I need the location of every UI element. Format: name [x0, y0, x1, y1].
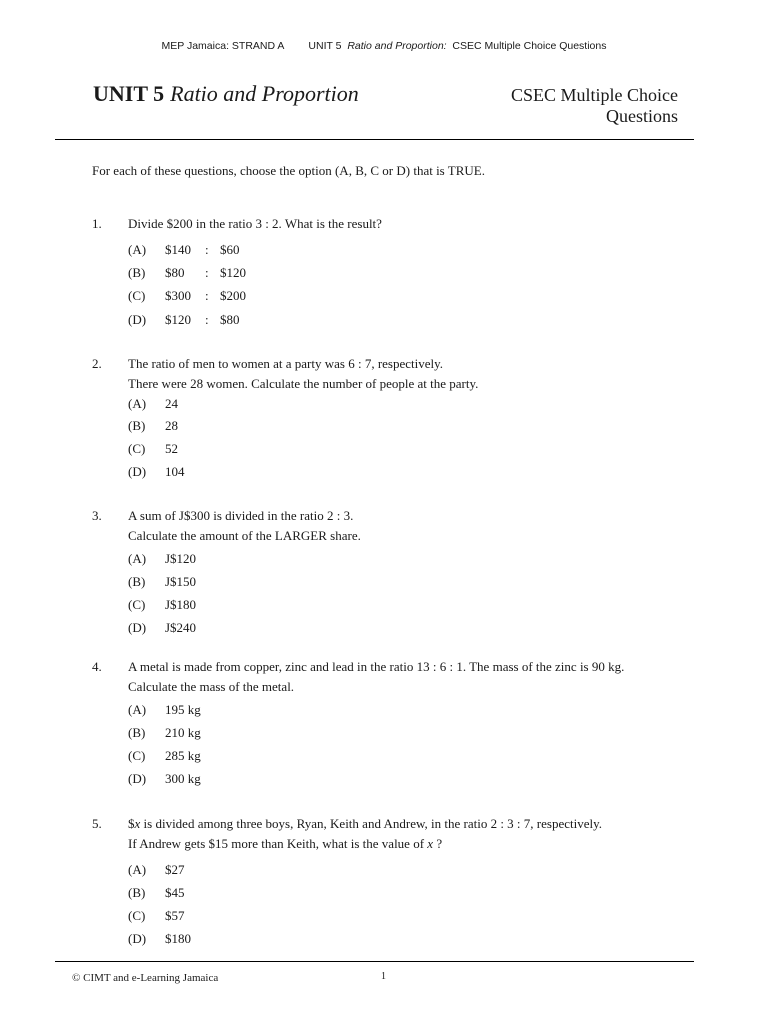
option-label: (B) [128, 418, 146, 433]
running-header-right: CSEC Multiple Choice Questions [452, 40, 607, 52]
question-text: Divide $200 in the ratio 3 : 2. What is the result? [128, 216, 382, 231]
running-header-left: MEP Jamaica: STRAND A [161, 40, 285, 52]
option-b[interactable] [128, 265, 246, 281]
option-text: 104 [165, 464, 185, 479]
option-c[interactable] [128, 908, 185, 924]
option-part-b: $200 [220, 288, 246, 303]
option-part-a: $80 [165, 265, 185, 280]
option-label: (B) [128, 265, 146, 280]
instructions: For each of these questions, choose the option (A, B, C or D) that is TRUE. [92, 163, 485, 178]
option-b[interactable] [128, 574, 196, 590]
running-header [0, 40, 768, 52]
option-label: (D) [128, 620, 147, 635]
option-text: $180 [165, 931, 191, 946]
option-a[interactable] [128, 862, 185, 878]
option-part-b: $80 [220, 312, 240, 327]
question-text-line2: Calculate the mass of the metal. [128, 679, 295, 694]
option-label: (B) [128, 725, 146, 740]
page-number: 1 [381, 971, 386, 982]
option-label: (C) [128, 288, 146, 303]
option-label: (C) [128, 441, 146, 456]
option-part-a: $120 [165, 312, 191, 327]
option-part-a: $300 [165, 288, 191, 303]
option-label: (C) [128, 908, 146, 923]
question-number: 1. [92, 216, 102, 231]
option-text: 300 kg [165, 771, 201, 786]
running-header-unit: UNIT 5 [308, 40, 342, 52]
option-text: 28 [165, 418, 178, 433]
header-divider [55, 139, 694, 140]
variable-x: x [427, 836, 434, 851]
question-text-line2 [128, 836, 442, 852]
option-text: $27 [165, 862, 185, 877]
option-part-a: $140 [165, 242, 191, 257]
variable-x: x [134, 816, 141, 831]
option-text: $57 [165, 908, 185, 923]
option-d[interactable] [128, 931, 191, 947]
option-d[interactable] [128, 312, 240, 328]
option-c[interactable] [128, 288, 246, 304]
text-fragment: If Andrew gets $15 more than Keith, what is the value of [128, 836, 428, 851]
option-separator: : [205, 312, 209, 327]
page-title [93, 81, 359, 107]
option-b[interactable] [128, 418, 178, 434]
option-b[interactable] [128, 725, 201, 741]
option-text: J$240 [165, 620, 197, 635]
question-number: 4. [92, 659, 102, 674]
copyright: © CIMT and e-Learning Jamaica [72, 972, 219, 984]
text-fragment: ? [433, 836, 443, 851]
page-subtitle [511, 85, 678, 127]
option-label: (A) [128, 551, 147, 566]
question-text-line2: There were 28 women. Calculate the number of people at the party. [128, 376, 479, 391]
subtitle-line1: CSEC Multiple Choice [510, 85, 678, 105]
question-text [128, 816, 602, 832]
option-part-b: $120 [220, 265, 246, 280]
option-d[interactable] [128, 620, 196, 636]
option-c[interactable] [128, 597, 196, 613]
option-text: 210 kg [165, 725, 201, 740]
text-fragment: is divided among three boys, Ryan, Keith and Andrew, in the ratio 2 : 3 : 7, respectively. [140, 816, 603, 831]
option-text: 24 [165, 396, 178, 411]
option-label: (B) [128, 885, 146, 900]
option-text: J$150 [165, 574, 197, 589]
option-label: (C) [128, 748, 146, 763]
option-c[interactable] [128, 441, 178, 457]
footer-divider [55, 961, 694, 962]
option-label: (A) [128, 396, 147, 411]
text-fragment: $ [128, 816, 135, 831]
question-text: The ratio of men to women at a party was 6 : 7, respectively. [128, 356, 444, 371]
option-label: (D) [128, 312, 147, 327]
option-label: (B) [128, 574, 146, 589]
option-label: (A) [128, 242, 147, 257]
option-text: 195 kg [165, 702, 201, 717]
option-d[interactable] [128, 464, 185, 480]
option-a[interactable] [128, 551, 196, 567]
question-text: A sum of J$300 is divided in the ratio 2 : 3. [128, 508, 354, 523]
option-label: (D) [128, 931, 147, 946]
option-a[interactable] [128, 242, 240, 258]
running-header-topic: Ratio and Proportion: [347, 40, 447, 52]
unit-label: UNIT 5 [93, 81, 165, 106]
question-number: 3. [92, 508, 102, 523]
option-c[interactable] [128, 748, 201, 764]
option-a[interactable] [128, 702, 201, 718]
question-text: A metal is made from copper, zinc and lead in the ratio 13 : 6 : 1. The mass of the zinc is 90 kg. [128, 659, 625, 674]
option-text: 52 [165, 441, 178, 456]
option-label: (A) [128, 862, 147, 877]
option-separator: : [205, 288, 209, 303]
option-label: (D) [128, 771, 147, 786]
unit-topic: Ratio and Proportion [170, 81, 359, 106]
option-d[interactable] [128, 771, 201, 787]
option-label: (D) [128, 464, 147, 479]
subtitle-line2: Questions [606, 106, 678, 126]
option-label: (C) [128, 597, 146, 612]
option-text: 285 kg [165, 748, 201, 763]
option-text: $45 [165, 885, 185, 900]
option-part-b: $60 [220, 242, 240, 257]
option-separator: : [205, 265, 209, 280]
option-a[interactable] [128, 396, 178, 412]
option-text: J$120 [165, 551, 197, 566]
question-number: 5. [92, 816, 102, 831]
option-text: J$180 [165, 597, 197, 612]
option-label: (A) [128, 702, 147, 717]
question-number: 2. [92, 356, 102, 371]
option-separator: : [205, 242, 209, 257]
question-text-line2: Calculate the amount of the LARGER share. [128, 528, 361, 543]
option-b[interactable] [128, 885, 185, 901]
